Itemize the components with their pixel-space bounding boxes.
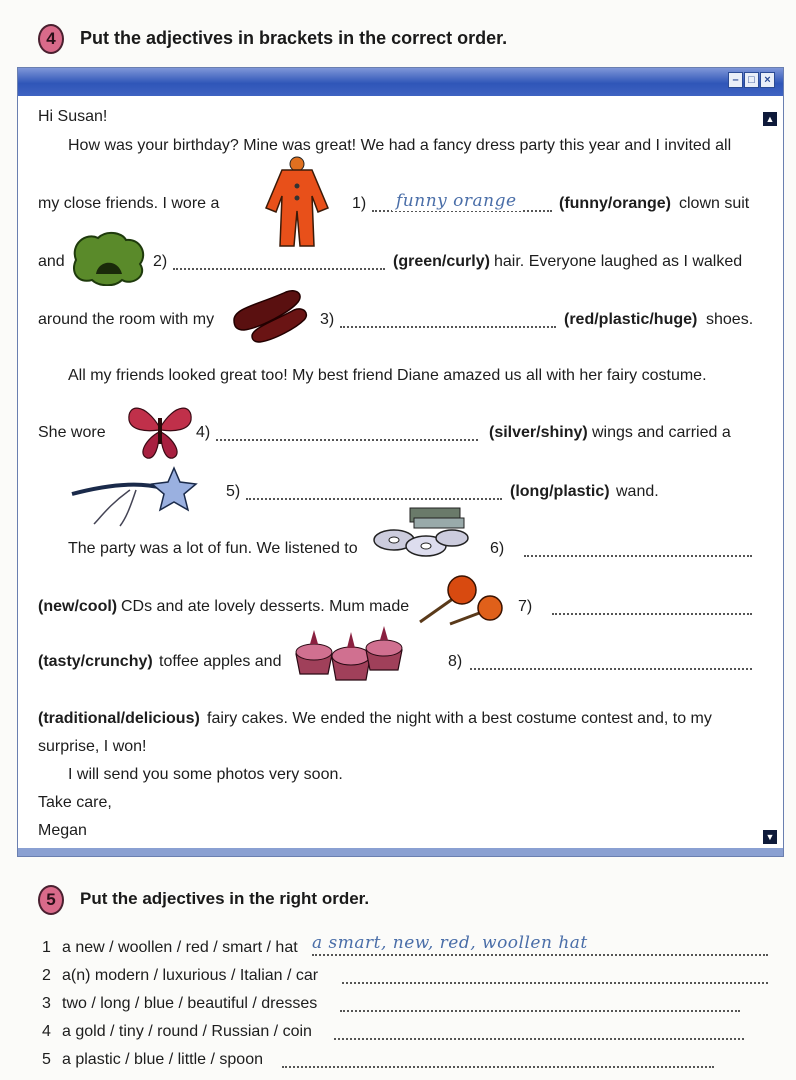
line-8-text: The party was a lot of fun. We listened to [68,540,358,557]
answer-line[interactable] [340,1010,740,1012]
answer-line[interactable] [334,1038,744,1040]
item-4-hint: (silver/shiny) [489,424,588,441]
item-3-after: shoes. [706,311,754,328]
minimize-icon[interactable]: – [728,72,743,88]
answer-1-text: funny orange [392,191,521,211]
item-8-after: fairy cakes. We ended the night with a best costume contest and, to my [207,710,712,727]
line-4-text: around the room with my [38,311,215,328]
line-3-text: and [38,253,65,270]
fairy-cakes-icon [292,620,406,684]
list-item-prompt: a(n) modern / luxurious / Italian / car [62,967,319,984]
answer-line-8[interactable] [470,668,752,670]
item-7-after: toffee apples and [159,653,282,670]
item-7-number: 7) [518,598,533,615]
exercise-number-badge: 5 [38,885,64,915]
cds-icon [372,504,472,562]
paragraph-1: How was your birthday? Mine was great! We had a fancy dress party this year and I invited all [68,137,732,154]
answer-line[interactable] [342,982,768,984]
exercise-title: Put the adjectives in the right order. [80,889,370,908]
close-icon[interactable]: × [760,72,775,88]
closing: Take care, [38,794,112,811]
scroll-down-icon[interactable]: ▼ [763,830,777,844]
item-4-after: wings and carried a [592,424,731,441]
item-1-hint: (funny/orange) [559,195,671,212]
list-item-number: 3 [42,995,51,1012]
list-item-prompt: a new / woollen / red / smart / hat [62,939,298,956]
item-5-hint: (long/plastic) [510,483,610,500]
answer-line-7[interactable] [552,613,752,615]
list-item-number: 1 [42,939,51,956]
item-7-hint: (tasty/crunchy) [38,653,153,670]
item-1-after: clown suit [679,195,750,212]
item-5-number: 5) [226,483,241,500]
exercise-number-badge: 4 [38,24,64,54]
answer-line-3[interactable] [340,326,556,328]
star-wand-icon [70,464,200,530]
list-item-number: 5 [42,1051,51,1068]
line-6-text: She wore [38,424,106,441]
item-8-number: 8) [448,653,463,670]
window-bottom-border [18,848,783,856]
item-3-hint: (red/plastic/huge) [564,311,698,328]
answer-line-5[interactable] [246,498,502,500]
greeting: Hi Susan! [38,108,108,125]
answer-line-6[interactable] [524,555,752,557]
item-8-hint: (traditional/delicious) [38,710,200,727]
exercise-title: Put the adjectives in brackets in the correct order. [80,28,508,48]
answer-line[interactable] [312,954,768,956]
list-item-number: 4 [42,1023,51,1040]
item-4-number: 4) [196,424,211,441]
item-2-number: 2) [153,253,168,270]
line-13: I will send you some photos very soon. [68,766,343,783]
window-titlebar [18,68,783,96]
item-6-after: CDs and ate lovely desserts. Mum made [121,598,410,615]
item-2-hint: (green/curly) [393,253,490,270]
curly-wig-icon [68,230,148,286]
line-12: surprise, I won! [38,738,147,755]
toffee-apples-icon [416,572,508,628]
answer-line-2[interactable] [173,268,385,270]
list-item-number: 2 [42,967,51,984]
item-5-after: wand. [616,483,659,500]
item-6-hint: (new/cool) [38,598,118,615]
signature: Megan [38,822,87,839]
list-item-answer: a smart, new, red, woollen hat [312,933,592,953]
list-item-prompt: two / long / blue / beautiful / dresses [62,995,318,1012]
list-item-prompt: a gold / tiny / round / Russian / coin [62,1023,312,1040]
item-3-number: 3) [320,311,335,328]
maximize-icon[interactable]: □ [744,72,759,88]
item-6-number: 6) [490,540,505,557]
fairy-wings-icon [125,398,195,462]
line-2-text: my close friends. I wore a [38,195,220,212]
clown-shoes-icon [230,284,310,344]
scroll-up-icon[interactable]: ▲ [763,112,777,126]
answer-line-4[interactable] [216,439,478,441]
list-item-prompt: a plastic / blue / little / spoon [62,1051,263,1068]
paragraph-2: All my friends looked great too! My best friend Diane amazed us all with her fairy costume. [68,367,707,384]
clown-suit-icon [262,156,332,248]
item-1-number: 1) [352,195,367,212]
item-2-after: hair. Everyone laughed as I walked [494,253,743,270]
answer-line[interactable] [282,1066,714,1068]
